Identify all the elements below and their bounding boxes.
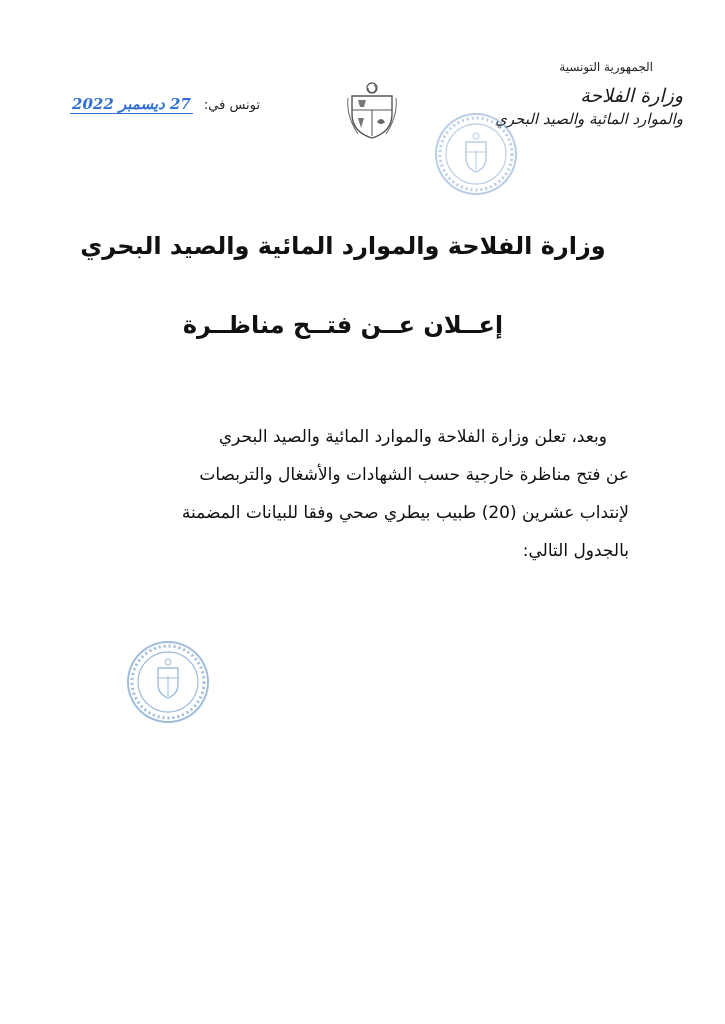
paragraph-line: بالجدول التالي: — [522, 541, 629, 561]
announcement-paragraph — [69, 418, 629, 570]
document-subtitle: إعــلان عــن فتــح مناظــرة — [182, 311, 504, 339]
official-seal-stamp-icon — [434, 112, 518, 196]
ministry-name-line2: والموارد المائية والصيد البحري — [495, 110, 683, 128]
paragraph-line: عن فتح مناظرة خارجية حسب الشهادات والأشغال والتربصات — [199, 465, 629, 485]
document-title: وزارة الفلاحة والموارد المائية والصيد البحري — [80, 232, 606, 260]
paragraph-line: لإنتداب عشرين (20) طبيب بيطري صحي وفقا للبيانات المضمنة — [181, 503, 629, 523]
tunisia-coat-of-arms-icon — [346, 80, 398, 140]
ministry-name-line1: وزارة الفلاحة — [580, 85, 683, 107]
date-value: 27 ديسمبر 2022 — [72, 95, 191, 113]
date-label: تونس في: — [203, 98, 260, 113]
paragraph-line: وبعد، تعلن وزارة الفلاحة والموارد المائية والصيد البحري — [218, 427, 607, 447]
date-block — [72, 94, 260, 113]
republic-name: الجمهورية التونسية — [559, 60, 653, 74]
official-seal-stamp-icon — [126, 640, 210, 724]
